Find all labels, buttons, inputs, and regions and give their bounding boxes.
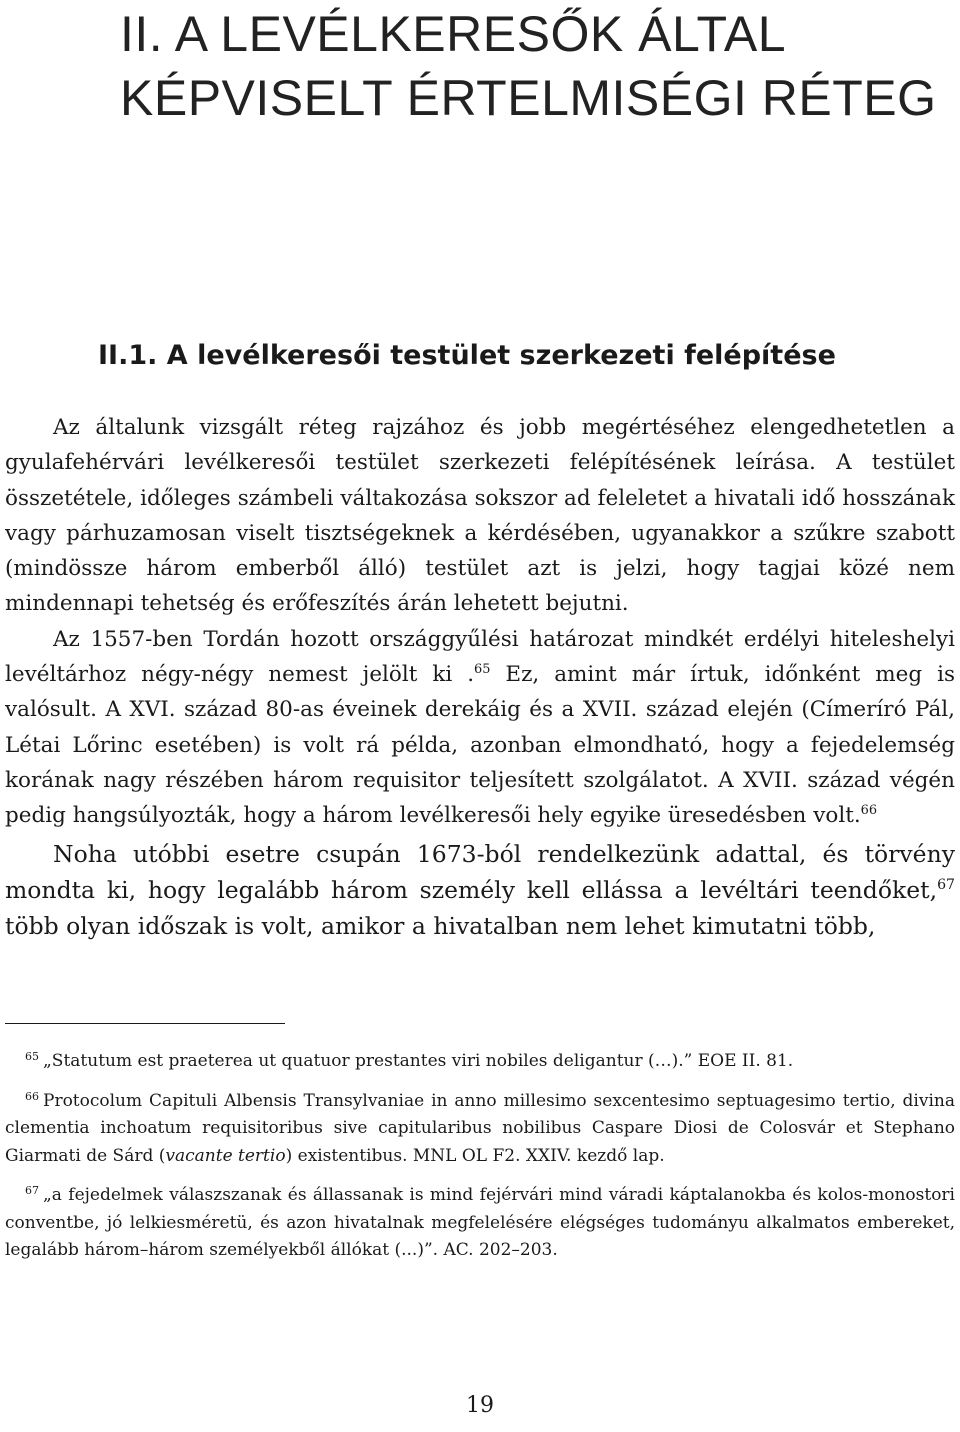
- footnote-text-a: Protocolum Capituli Albensis Transylvaniae in anno millesimo sexcentesimo septuagesimo tertio, divina clementia inchoatum requisitoribus sive capitularibus nobilibus Caspare Diosi de Colosvár et Stephano Giarmati de Sárd (: [5, 1090, 955, 1166]
- footnote-text: „Statutum est praeterea ut quatuor prestantes viri nobiles deligantur (…).” EOE II. 81.: [43, 1051, 794, 1071]
- paragraph-1: [5, 410, 955, 622]
- paragraph-1-text: Az általunk vizsgált réteg rajzához és jobb megértéséhez elengedhetetlen a gyulafehérvári levélkeresői testület szerkezeti felépítésének leírása. A testület összetétele, időleges számbeli váltakozása sokszor ad feleletet a hivatali idő hosszának vagy párhuzamosan viselt tisztségeknek a kérdésében, ugyanakkor a szűkre szabott (mindössze három emberből álló) testület azt is jelzi, hogy tagjai közé nem mindennapi tehetség és erőfeszítés árán lehetett bejutni.: [5, 415, 955, 617]
- body-text: [5, 410, 955, 944]
- footnotes: [5, 1043, 955, 1272]
- footnote-ref-66[interactable]: 66: [860, 803, 878, 819]
- paragraph-3: [5, 836, 955, 944]
- paragraph-3-text-a: Noha utóbbi esetre csupán 1673-ból rendelkezünk adattal, és törvény mondta ki, hogy legalább három személy kell ellássa a levéltári teendőket,: [5, 839, 955, 904]
- chapter-title-line-2: KÉPVISELT ÉRTELMISÉGI RÉTEG: [120, 70, 937, 126]
- footnote-number: 65: [25, 1050, 39, 1063]
- footnote-66: [5, 1083, 955, 1171]
- page-number: 19: [466, 1393, 494, 1418]
- chapter-title: [120, 2, 960, 130]
- paragraph-2-text-a: Az 1557-ben Tordán hozott országgyűlési határozat mindkét erdélyi hiteleshelyi levéltárhoz négy-négy nemest jelölt ki .: [5, 626, 955, 688]
- footnote-65: [5, 1043, 955, 1076]
- paragraph-3-text-b: több olyan időszak is volt, amikor a hivatalban nem lehet kimutatni több,: [5, 911, 876, 940]
- footnote-number: 67: [25, 1184, 39, 1197]
- footnote-67: [5, 1177, 955, 1265]
- footnote-ref-65[interactable]: 65: [474, 661, 491, 677]
- footnote-text: „a fejedelmek válaszszanak és állassanak is mind fejérvári mind váradi káptalanokba és kolos-monostori conventbe, jó lelkiesméretü, és azon hivatalnak megfelelésére elégséges tudományu alkalmatos embereket, legalább három–három személyekből állókat (...)”. AC. 202–203.: [5, 1185, 955, 1260]
- footnote-ref-67[interactable]: 67: [937, 876, 955, 893]
- footnote-italic: vacante tertio: [165, 1145, 286, 1166]
- footnote-divider: [5, 1023, 285, 1024]
- section-title: II.1. A levélkeresői testület szerkezeti felépítése: [98, 340, 836, 371]
- chapter-title-line-1: II. A LEVÉLKERESŐK ÁLTAL: [120, 6, 787, 62]
- paragraph-2-text-b: Ez, amint már írtuk, időnként meg is valósult. A XVI. század 80-as éveinek derekáig és a XVII. század elején (Címeríró Pál, Létai Lőrinc esetében) is volt rá példa, azonban elmondható, hogy a fejedelemség korának nagy részében három requisitor teljesített szolgálatot. A XVII. század végén pedig hangsúlyozták, hogy a három levélkeresői hely egyike üresedésben volt.: [5, 662, 955, 829]
- footnote-number: 66: [25, 1089, 39, 1103]
- paragraph-2: [5, 622, 955, 834]
- footnote-text-b: ) existentibus. MNL OL F2. XXIV. kezdő lap.: [285, 1145, 665, 1166]
